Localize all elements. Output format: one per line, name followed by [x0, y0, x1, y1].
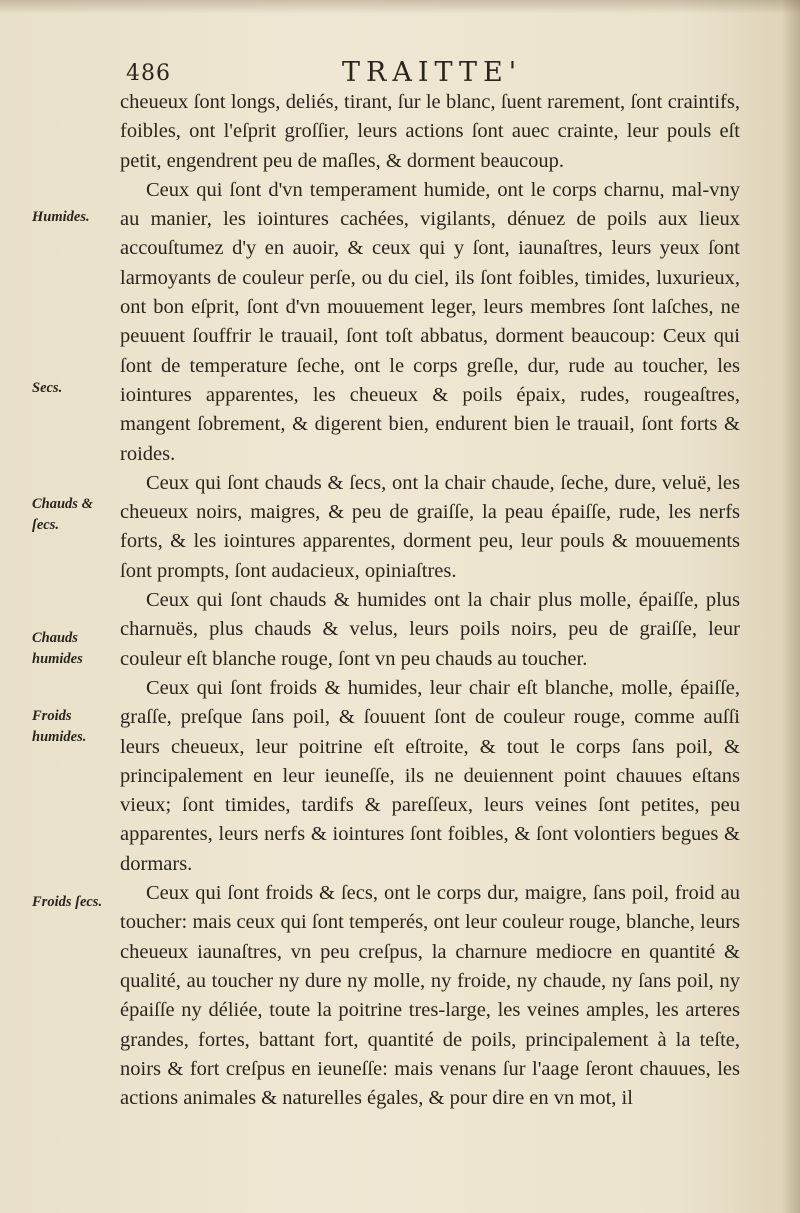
- margin-note: Humides.: [32, 209, 90, 225]
- margin-note: Secs.: [32, 380, 63, 396]
- margin-note: Chauds & ſecs.: [32, 496, 93, 533]
- page-edge-right: [782, 0, 800, 1213]
- page-number: 486: [126, 61, 171, 86]
- margin-note: Froids humides.: [32, 708, 87, 745]
- running-title: TRAITTE': [342, 57, 523, 88]
- paragraph: cheueux ſont longs, deliés, tirant, ſur le blanc, ſuent rarement, ſont craintifs, foibles, ont l'eſprit groſſier, leurs actions ſont auec crainte, leur pouls eſt petit, engendrent peu de maſles, & dorment beaucoup.: [120, 91, 740, 172]
- body-text: [120, 88, 740, 1113]
- margin-note: Chauds humides: [32, 630, 83, 667]
- paragraph: Ceux qui ſont d'vn temperament humide, ont le corps charnu, mal-vny au manier, les iointures cachées, vigilants, dénuez de poils aux lieux accouſtumez d'y en auoir, & ceux qui y ſont, iaunaſtres, leurs yeux ſont larmoyants de couleur perſe, ou du ciel, ils ſont foibles, timides, luxurieux, ont bon eſprit, ſont d'vn mouuement leger, leurs membres ſont laſches, ne peuuent ſouffrir le trauail, ſont toſt abbatus, dorment beaucoup: Ceux qui ſont de temperature ſeche, ont le corps greſle, dur, rude au toucher, les iointures apparentes, les cheueux & poils épaix, rudes, rougeaſtres, mangent ſobrement, & digerent bien, endurent bien le trauail, ſont forts & roides.: [120, 178, 740, 465]
- paragraph: Ceux qui ſont froids & humides, leur chair eſt blanche, molle, épaiſſe, graſſe, preſque ſans poil, & ſouuent ſont de couleur rouge, comme auſſi leurs cheueux, leur poitrine eſt eſtroite, & tout le corps ſans poil, & principalement en leur ieuneſſe, ils ne deuiennent point chauues eſtans vieux; ſont timides, tardifs & pareſſeux, leurs veines ſont petites, peu apparentes, leurs nerfs & iointures ſont foibles, & ſont volontiers begues & dormars.: [120, 676, 740, 875]
- page-edge-top: [0, 0, 800, 14]
- paragraph: Ceux qui ſont chauds & humides ont la chair plus molle, épaiſſe, plus charnuës, plus chauds & velus, leurs poils noirs, peu de graiſſe, leur couleur eſt blanche rouge, ſont vn peu chauds au toucher.: [120, 589, 740, 670]
- paragraph: Ceux qui ſont chauds & ſecs, ont la chair chaude, ſeche, dure, veluë, les cheueux noirs, maigres, & peu de graiſſe, la peau épaiſſe, rude, les nerfs forts, & les iointures apparentes, dorment peu, leur pouls & mouuements ſont prompts, ſont audacieux, opiniaſtres.: [120, 471, 740, 582]
- paragraph: Ceux qui ſont froids & ſecs, ont le corps dur, maigre, ſans poil, froid au toucher: mais ceux qui ſont temperés, ont leur couleur rouge, blanche, leurs cheueux iaunaſtres, vn peu creſpus, la charnure mediocre en quantité & qualité, au toucher ny dure ny molle, ny froide, ny chaude, ny ſans poil, ny épaiſſe ny déliée, toute la poitrine tres-large, les veines amples, les arteres grandes, fortes, battant fort, quantité de poils, principalement à la teſte, noirs & fort creſpus en ieuneſſe: mais venans ſur l'aage ſeront chauues, les actions animales & naturelles égales, & pour dire en vn mot, il: [120, 882, 740, 1110]
- margin-note: Froids ſecs.: [32, 894, 103, 910]
